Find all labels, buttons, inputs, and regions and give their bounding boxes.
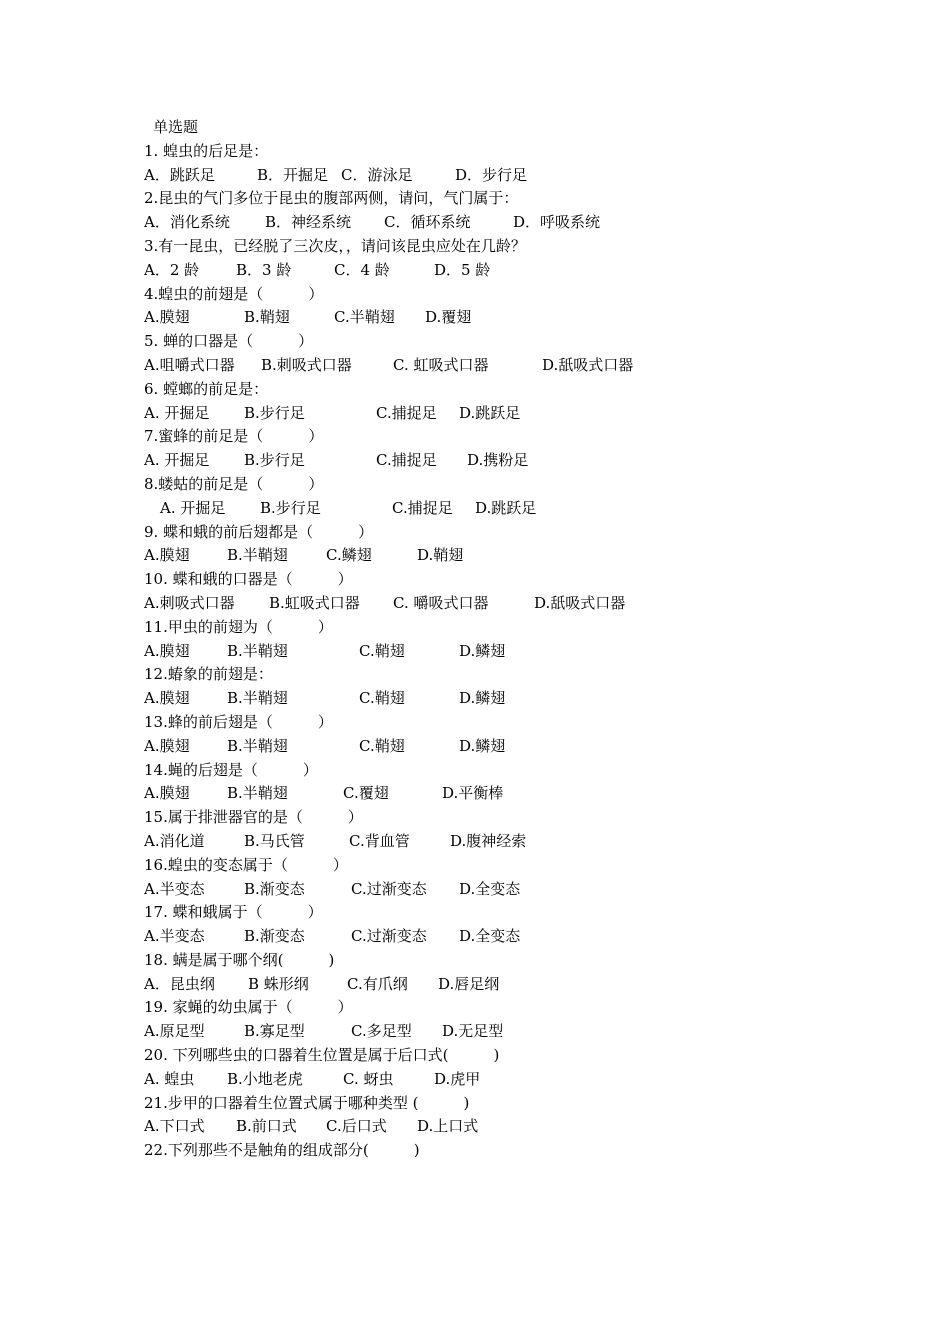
option-a: A. 开掘足	[144, 403, 210, 422]
option-b: B.半鞘翅	[227, 736, 288, 755]
question-text: 15.属于排泄器官的是（ ）	[144, 808, 363, 827]
question-text: 21.步甲的口器着生位置式属于哪种类型 ( )	[144, 1093, 470, 1112]
question-text: 6. 螳螂的前足是：	[144, 379, 269, 398]
option-c: C.鳞翅	[326, 546, 372, 565]
question-text: 11.甲虫的前翅为（ ）	[144, 617, 333, 636]
option-c: C.过渐变态	[351, 927, 427, 946]
option-c: C.过渐变态	[351, 879, 427, 898]
option-c: C.鞘翅	[359, 736, 405, 755]
question-options	[144, 1020, 844, 1044]
option-b: B．神经系统	[265, 213, 352, 232]
option-c: C.捕捉足	[376, 451, 437, 470]
option-a: A．2 龄	[144, 260, 200, 279]
question-text: 17. 蝶和蛾属于（ ）	[144, 903, 323, 922]
option-a: A.消化道	[144, 831, 205, 850]
question-text: 20. 下列哪些虫的口器着生位置是属于后口式( )	[144, 1046, 500, 1065]
question-options	[144, 259, 844, 283]
question-text: 3.有一昆虫，已经脱了三次皮，，请问该昆虫应处在几龄？	[144, 236, 526, 255]
question-text: 5. 蝉的口器是（ ）	[144, 332, 314, 351]
option-a: A. 蝗虫	[144, 1069, 195, 1088]
option-c: C. 嚼吸式口器	[393, 593, 489, 612]
question-options	[144, 1068, 844, 1092]
option-d: D.腹神经索	[450, 831, 527, 850]
option-b: B.马氏管	[244, 831, 305, 850]
option-c: C.多足型	[351, 1022, 412, 1041]
question-text: 4.蝗虫的前翅是（ ）	[144, 284, 324, 303]
question-text: 18. 螨是属于哪个纲( )	[144, 950, 335, 969]
option-a: A．消化系统	[144, 213, 230, 232]
option-b: B.渐变态	[244, 927, 305, 946]
question-options	[144, 830, 844, 854]
option-d: D.唇足纲	[438, 974, 500, 993]
option-b: B.步行足	[244, 403, 305, 422]
option-a: A.膜翅	[144, 641, 190, 660]
option-b: B.小地老虎	[227, 1069, 303, 1088]
option-a: A.膜翅	[144, 736, 190, 755]
option-c: C．循环系统	[384, 213, 471, 232]
questions-container	[144, 140, 844, 1163]
question-options	[144, 497, 844, 521]
question-text: 14.蝇的后翅是（ ）	[144, 760, 318, 779]
option-a: A.半变态	[144, 879, 205, 898]
option-a: A.半变态	[144, 927, 205, 946]
question-text: 16.蝗虫的变态属于（ ）	[144, 855, 348, 874]
option-b: B.虹吸式口器	[269, 593, 360, 612]
question-options	[144, 164, 844, 188]
option-d: D.虎甲	[434, 1069, 481, 1088]
option-c: C.捕捉足	[376, 403, 437, 422]
option-c: C．4 龄	[334, 260, 390, 279]
question-list	[144, 116, 844, 1163]
section-title: 单选题	[153, 118, 199, 136]
option-c: C．游泳足	[341, 165, 413, 184]
option-b: B.步行足	[260, 498, 321, 517]
question-text: 12.蝽象的前翅是：	[144, 665, 273, 684]
option-d: D.携粉足	[467, 451, 529, 470]
option-b: B.半鞘翅	[227, 546, 288, 565]
option-d: D.舐吸式口器	[534, 593, 626, 612]
option-d: D.全变态	[459, 879, 521, 898]
question-text: 10. 蝶和蛾的口器是（ ）	[144, 570, 353, 589]
option-c: C.鞘翅	[359, 689, 405, 708]
option-d: D.鞘翅	[417, 546, 464, 565]
question-options	[144, 544, 844, 568]
question-options	[144, 354, 844, 378]
option-d: D.鳞翅	[459, 689, 506, 708]
option-a: A.下口式	[144, 1117, 205, 1136]
option-c: C.捕捉足	[392, 498, 453, 517]
question-text: 19. 家蝇的幼虫属于（ ）	[144, 998, 353, 1017]
option-d: D．步行足	[455, 165, 528, 184]
question-options	[144, 782, 844, 806]
option-c: C. 蚜虫	[343, 1069, 394, 1088]
question-options	[144, 640, 844, 664]
option-d: D.鳞翅	[459, 736, 506, 755]
option-d: D.上口式	[417, 1117, 479, 1136]
option-c: C.半鞘翅	[334, 308, 395, 327]
option-b: B 蛛形纲	[248, 974, 309, 993]
option-b: B.前口式	[236, 1117, 297, 1136]
option-c: C.覆翅	[343, 784, 389, 803]
question-text: 13.蜂的前后翅是（ ）	[144, 712, 333, 731]
option-a: A.膜翅	[144, 546, 190, 565]
option-a: A.膜翅	[144, 689, 190, 708]
question-text: 1. 蝗虫的后足是：	[144, 141, 269, 160]
question-text: 2.昆虫的气门多位于昆虫的腹部两侧，请问，气门属于：	[144, 189, 519, 208]
question-options	[144, 211, 844, 235]
question-options	[144, 449, 844, 473]
option-c: C.背血管	[349, 831, 410, 850]
option-d: D.全变态	[459, 927, 521, 946]
option-d: D．5 龄	[434, 260, 491, 279]
option-b: B.半鞘翅	[227, 641, 288, 660]
option-d: D.跳跃足	[459, 403, 521, 422]
question-options	[144, 925, 844, 949]
option-d: D.鳞翅	[459, 641, 506, 660]
option-a: A．跳跃足	[144, 165, 215, 184]
question-options	[144, 402, 844, 426]
option-d: D．呼吸系统	[513, 213, 601, 232]
question-text: 7.蜜蜂的前足是（ ）	[144, 427, 324, 446]
question-options	[144, 973, 844, 997]
option-d: D.跳跃足	[475, 498, 537, 517]
question-options	[144, 878, 844, 902]
option-b: B.半鞘翅	[227, 784, 288, 803]
option-a: A.膜翅	[144, 308, 190, 327]
option-d: D.舐吸式口器	[542, 355, 634, 374]
option-a: A．昆虫纲	[144, 974, 215, 993]
option-b: B.半鞘翅	[227, 689, 288, 708]
option-a: A. 开掘足	[144, 451, 210, 470]
option-b: B．开掘足	[257, 165, 329, 184]
option-d: D.无足型	[442, 1022, 504, 1041]
option-a: A.膜翅	[144, 784, 190, 803]
question-text: 8.蝼蛄的前足是（ ）	[144, 474, 324, 493]
option-a: A.原足型	[144, 1022, 205, 1041]
question-options	[144, 306, 844, 330]
option-c: C.鞘翅	[359, 641, 405, 660]
option-a: A. 开掘足	[160, 498, 226, 517]
option-b: B.渐变态	[244, 879, 305, 898]
option-b: B.鞘翅	[244, 308, 290, 327]
question-options	[144, 1115, 844, 1139]
option-d: D.覆翅	[425, 308, 472, 327]
option-c: C. 虹吸式口器	[393, 355, 489, 374]
question-options	[144, 735, 844, 759]
question-options	[144, 592, 844, 616]
option-b: B.寡足型	[244, 1022, 305, 1041]
question-text: 22.下列那些不是触角的组成部分( )	[144, 1141, 420, 1160]
option-d: D.平衡棒	[442, 784, 504, 803]
question-options	[144, 687, 844, 711]
option-c: C.后口式	[326, 1117, 387, 1136]
option-c: C.有爪纲	[347, 974, 408, 993]
option-b: B.刺吸式口器	[261, 355, 352, 374]
option-b: B．3 龄	[236, 260, 292, 279]
question-text: 9. 蝶和蛾的前后翅都是（ ）	[144, 522, 374, 541]
option-a: A.刺吸式口器	[144, 593, 235, 612]
option-a: A.咀嚼式口器	[144, 355, 235, 374]
option-b: B.步行足	[244, 451, 305, 470]
